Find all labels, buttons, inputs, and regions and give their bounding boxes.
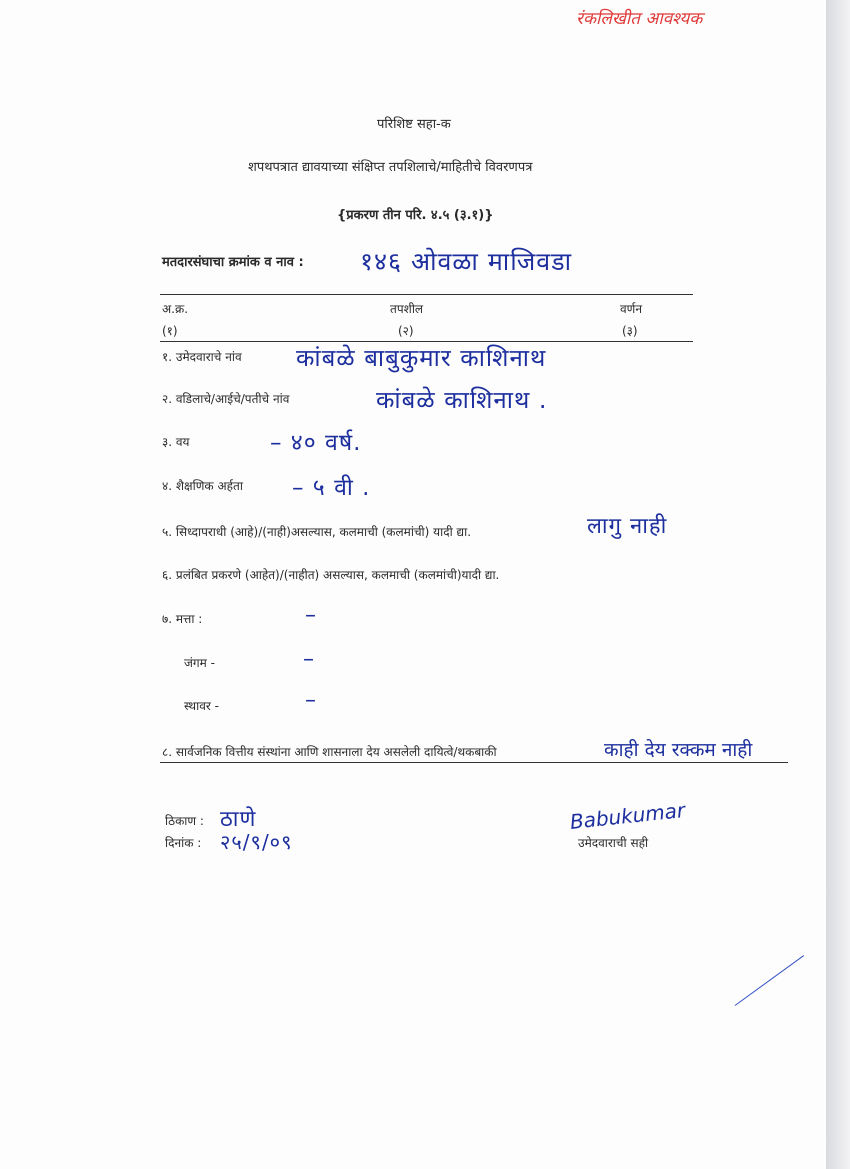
row-value-age: – ४० वर्ष.	[270, 430, 362, 456]
row-value-movable: –	[303, 647, 315, 672]
col-detail-number: (२)	[398, 324, 414, 338]
row-value-candidate-name: कांबळे बाबुकुमार काशिनाथ	[296, 344, 547, 372]
constituency-value: १४६ ओवळा माजिवडा	[360, 247, 573, 276]
table-bottom-rule	[160, 762, 788, 763]
row-value-parent-name: कांबळे काशिनाथ .	[376, 386, 548, 414]
scan-edge	[826, 0, 850, 1169]
row-value-immovable: –	[305, 688, 317, 713]
row-label-pending-cases: ६. प्रलंबित प्रकरणे (आहेत)/(नाहीत) असल्यास, कलमाची (कलमांची)यादी द्या.	[162, 568, 500, 582]
date-value: २५/९/०९	[220, 830, 293, 854]
row-label-liabilities: ८. सार्वजनिक वित्तीय संस्थांना आणि शासनाला देय असलेली दायित्वे/थकबाकी	[162, 745, 497, 759]
row-value-liabilities: काही देय रक्कम नाही	[604, 739, 753, 761]
place-value: ठाणे	[220, 807, 257, 832]
candidate-signature: Babukumar	[568, 797, 687, 834]
row-value-convictions: लागु नाही	[587, 514, 668, 539]
row-value-education: – ५ वी .	[292, 475, 371, 501]
row-label-movable: जंगम -	[184, 656, 215, 670]
col-detail-header: तपशील	[390, 302, 424, 316]
document-subtitle: {प्रकरण तीन परि. ४.५ (३.१)}	[337, 208, 494, 223]
row-label-convictions: ५. सिध्दापराधी (आहे)/(नाही)असल्यास, कलमाची (कलमांची) यादी द्या.	[162, 525, 472, 539]
col-serial-header: अ.क्र.	[162, 302, 189, 316]
constituency-label: मतदारसंघाचा क्रमांक व नाव :	[162, 255, 304, 270]
col-description-header: वर्णन	[620, 302, 643, 316]
row-label-immovable: स्थावर -	[184, 699, 219, 713]
date-label: दिनांक :	[165, 836, 202, 850]
header-top-rule	[160, 294, 693, 295]
document-title: शपथपत्रात द्यावयाच्या संक्षिप्त तपशिलाचे/माहितीचे विवरणपत्र	[248, 160, 533, 175]
row-label-education: ४. शैक्षणिक अर्हता	[162, 479, 243, 493]
row-label-candidate-name: १. उमेदवाराचे नांव	[162, 350, 242, 364]
appendix-heading: परिशिष्ट सहा-क	[377, 117, 451, 132]
signature-caption: उमेदवाराची सही	[578, 836, 649, 850]
row-label-assets: ७. मत्ता :	[162, 612, 203, 626]
row-value-assets: –	[305, 603, 317, 628]
place-label: ठिकाण :	[165, 814, 204, 828]
row-label-age: ३. वय	[162, 435, 190, 449]
col-description-number: (३)	[622, 324, 638, 338]
row-label-parent-name: २. वडिलाचे/आईचे/पतीचे नांव	[162, 392, 290, 406]
col-serial-number: (१)	[162, 324, 178, 338]
corner-note: रंकलिखीत आवश्यक	[576, 9, 703, 29]
